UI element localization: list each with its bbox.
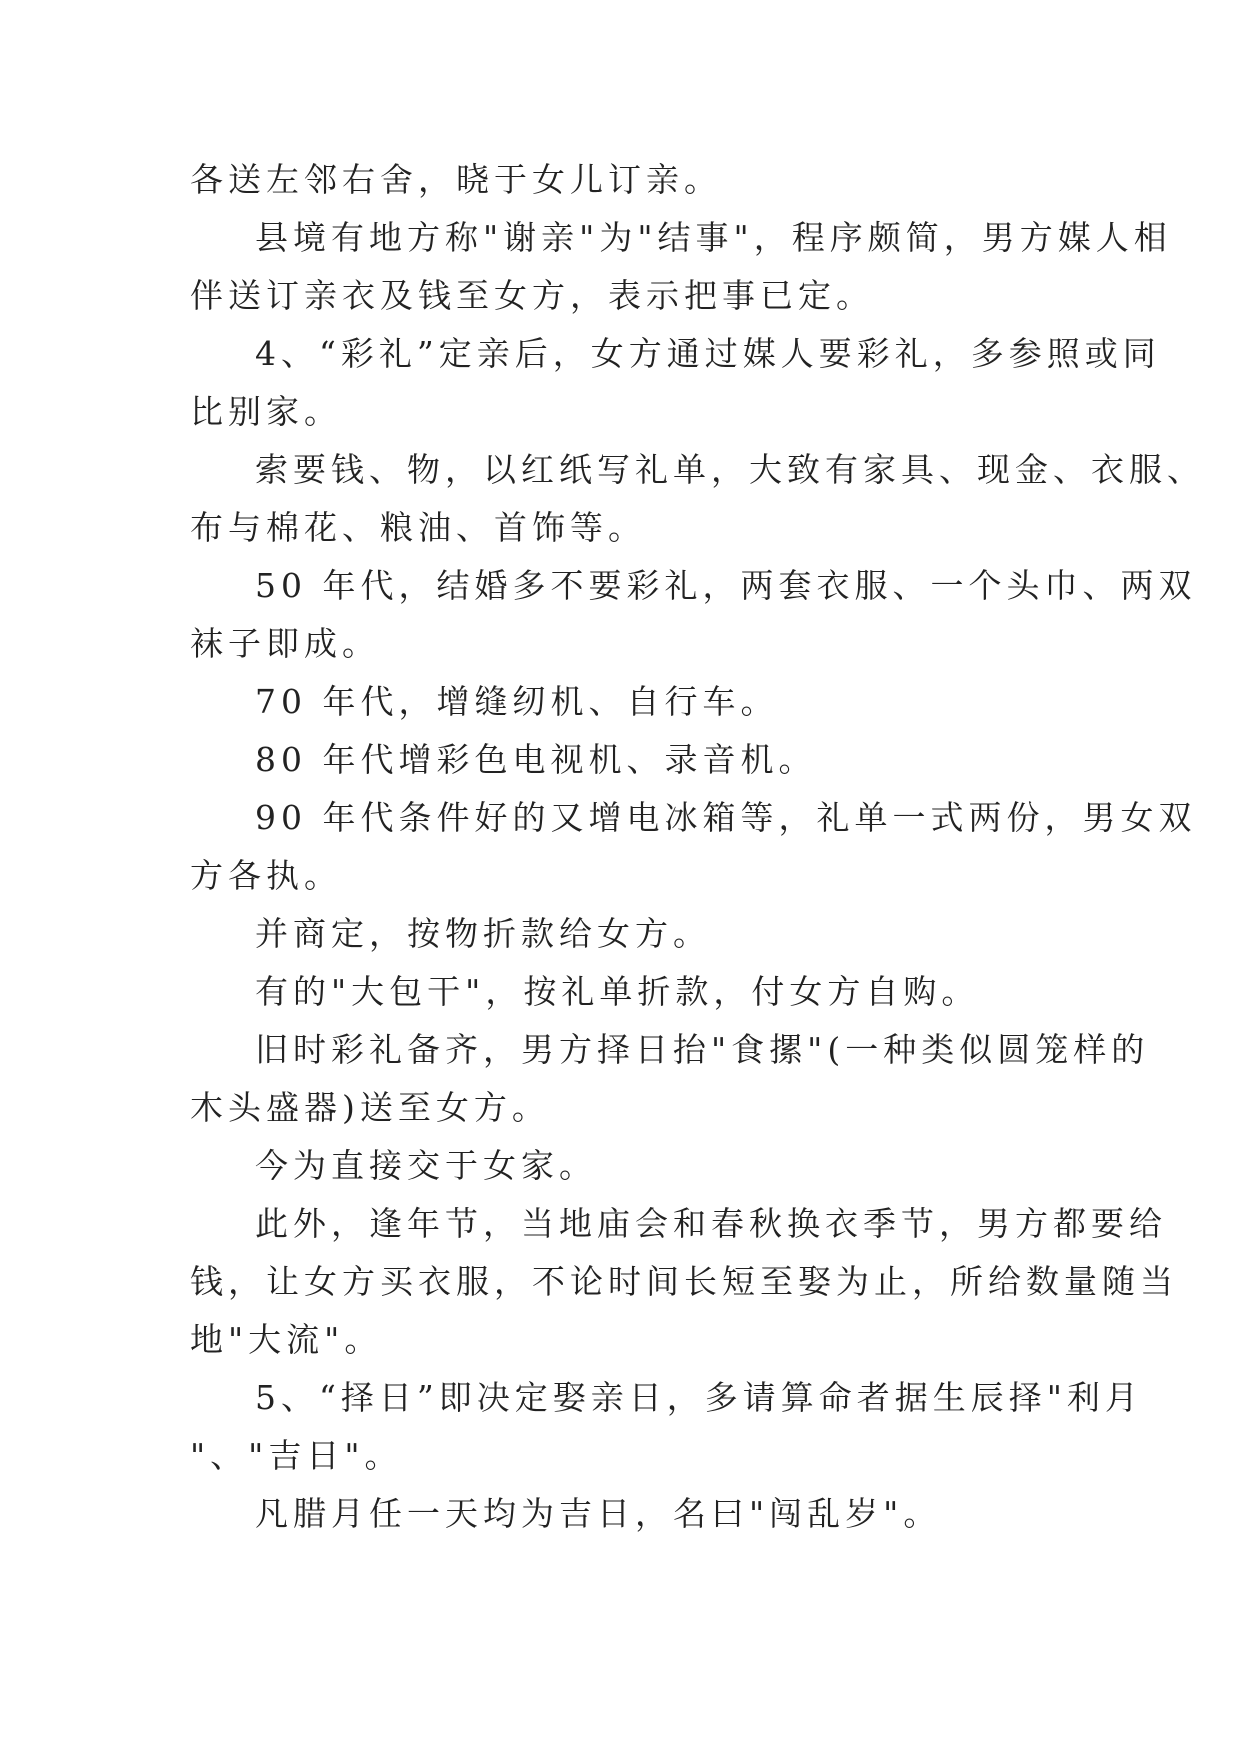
text-line: 袜子即成。 xyxy=(190,624,380,663)
text-line: 方各执。 xyxy=(190,856,342,895)
paragraph-first-line: 凡腊月任一天均为吉日，名曰"闯乱岁"。 xyxy=(255,1494,942,1533)
paragraph-first-line: 有的"大包干"，按礼单折款，付女方自购。 xyxy=(255,972,980,1011)
text-line: 各送左邻右舍，晓于女儿订亲。 xyxy=(190,160,722,199)
paragraph-first-line: 90 年代条件好的又增电冰箱等，礼单一式两份，男女双 xyxy=(255,798,1197,837)
paragraph-first-line: 旧时彩礼备齐，男方择日抬"食摞"(一种类似圆笼样的 xyxy=(255,1030,1150,1069)
section-heading-zeri: 5、“择日”即决定娶亲日，多请算命者据生辰择"利月 xyxy=(255,1378,1143,1417)
paragraph-first-line: 今为直接交于女家。 xyxy=(255,1146,597,1185)
paragraph-first-line: 50 年代，结婚多不要彩礼，两套衣服、一个头巾、两双 xyxy=(255,566,1197,605)
text-line: 地"大流"。 xyxy=(190,1320,383,1359)
paragraph-first-line: 索要钱、物，以红纸写礼单，大致有家具、现金、衣服、 xyxy=(255,450,1205,489)
paragraph-first-line: 70 年代，增缝纫机、自行车。 xyxy=(255,682,779,721)
text-line: "、"吉日"。 xyxy=(190,1436,403,1475)
paragraph-first-line: 并商定，按物折款给女方。 xyxy=(255,914,711,953)
paragraph-first-line: 县境有地方称"谢亲"为"结事"，程序颇简，男方媒人相 xyxy=(255,218,1172,257)
section-heading-caili: 4、“彩礼”定亲后，女方通过媒人要彩礼，多参照或同 xyxy=(255,334,1161,373)
paragraph-first-line: 此外，逢年节，当地庙会和春秋换衣季节，男方都要给 xyxy=(255,1204,1167,1243)
text-line: 布与棉花、粮油、首饰等。 xyxy=(190,508,646,547)
text-line: 木头盛器)送至女方。 xyxy=(190,1088,550,1127)
text-line: 比别家。 xyxy=(190,392,342,431)
paragraph-first-line: 80 年代增彩色电视机、录音机。 xyxy=(255,740,817,779)
text-line: 伴送订亲衣及钱至女方，表示把事已定。 xyxy=(190,276,874,315)
text-line: 钱，让女方买衣服，不论时间长短至娶为止，所给数量随当 xyxy=(190,1262,1178,1301)
